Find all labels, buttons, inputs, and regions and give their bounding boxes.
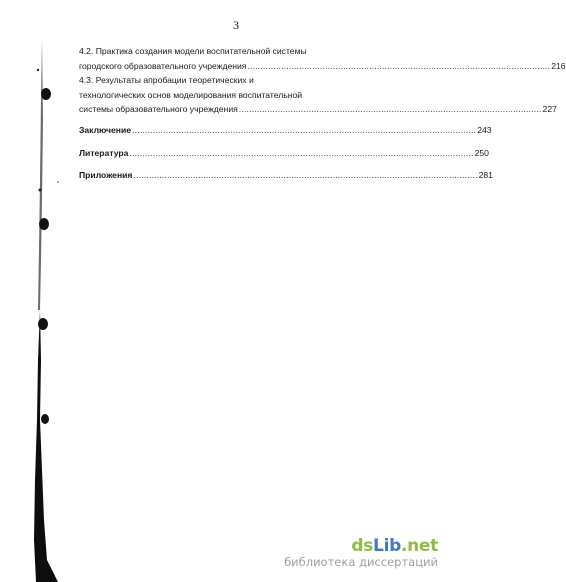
punch-hole xyxy=(41,414,49,424)
binding-shadow xyxy=(34,310,58,582)
punch-hole xyxy=(38,318,48,330)
toc-entry-literature xyxy=(79,146,489,161)
dot-leader: ..................................................................................................................................... xyxy=(129,147,474,158)
toc-entry-4-3-line-3 xyxy=(79,102,557,117)
toc-entry-conclusion xyxy=(79,123,492,138)
speck xyxy=(57,181,59,183)
dot-leader: ..................................................................................................................... xyxy=(247,60,551,71)
toc-entry-4-3-line-2: технологических основ моделирования воспитательной xyxy=(79,89,303,100)
toc-entry-text: Заключение xyxy=(79,124,132,135)
toc-entry-page: 243 xyxy=(477,124,492,135)
speck xyxy=(39,189,42,192)
toc-entry-appendix xyxy=(79,168,493,183)
toc-entry-4-3-line-1: 4.3. Результаты апробации теоретических и xyxy=(79,75,254,86)
toc-entry-page: 216 xyxy=(551,60,566,71)
dslib-subtitle: библиотека диссертаций xyxy=(284,555,438,569)
toc-entry-text: системы образовательного учреждения xyxy=(79,104,238,115)
table-of-contents xyxy=(79,44,566,183)
dot-leader: ..................................................................................................................................... xyxy=(132,124,477,135)
toc-entry-4-2-line-2 xyxy=(79,59,566,74)
punch-hole xyxy=(39,218,49,230)
dslib-logo-lib: Lib xyxy=(373,536,401,556)
dot-leader: ..................................................................................................................... xyxy=(238,104,542,115)
speck xyxy=(37,69,39,71)
dslib-logo: dsLib.net xyxy=(351,536,438,556)
toc-entry-text: Приложения xyxy=(79,170,133,181)
toc-entry-text: городского образовательного учреждения xyxy=(79,60,247,71)
binding-shadow-thin xyxy=(38,40,43,310)
scan-edge-shadow xyxy=(0,0,80,582)
punch-hole xyxy=(41,88,51,100)
toc-entry-page: 281 xyxy=(478,170,493,181)
toc-entry-text: Литература xyxy=(79,147,129,158)
toc-entry-4-2-line-1: 4.2. Практика создания модели воспитательной системы xyxy=(79,46,307,56)
page-number: 3 xyxy=(233,18,239,32)
dot-leader: ..................................................................................................................................... xyxy=(133,170,478,181)
dslib-watermark xyxy=(284,536,438,569)
toc-entry-page: 227 xyxy=(542,104,557,115)
toc-entry-page: 250 xyxy=(474,147,489,158)
